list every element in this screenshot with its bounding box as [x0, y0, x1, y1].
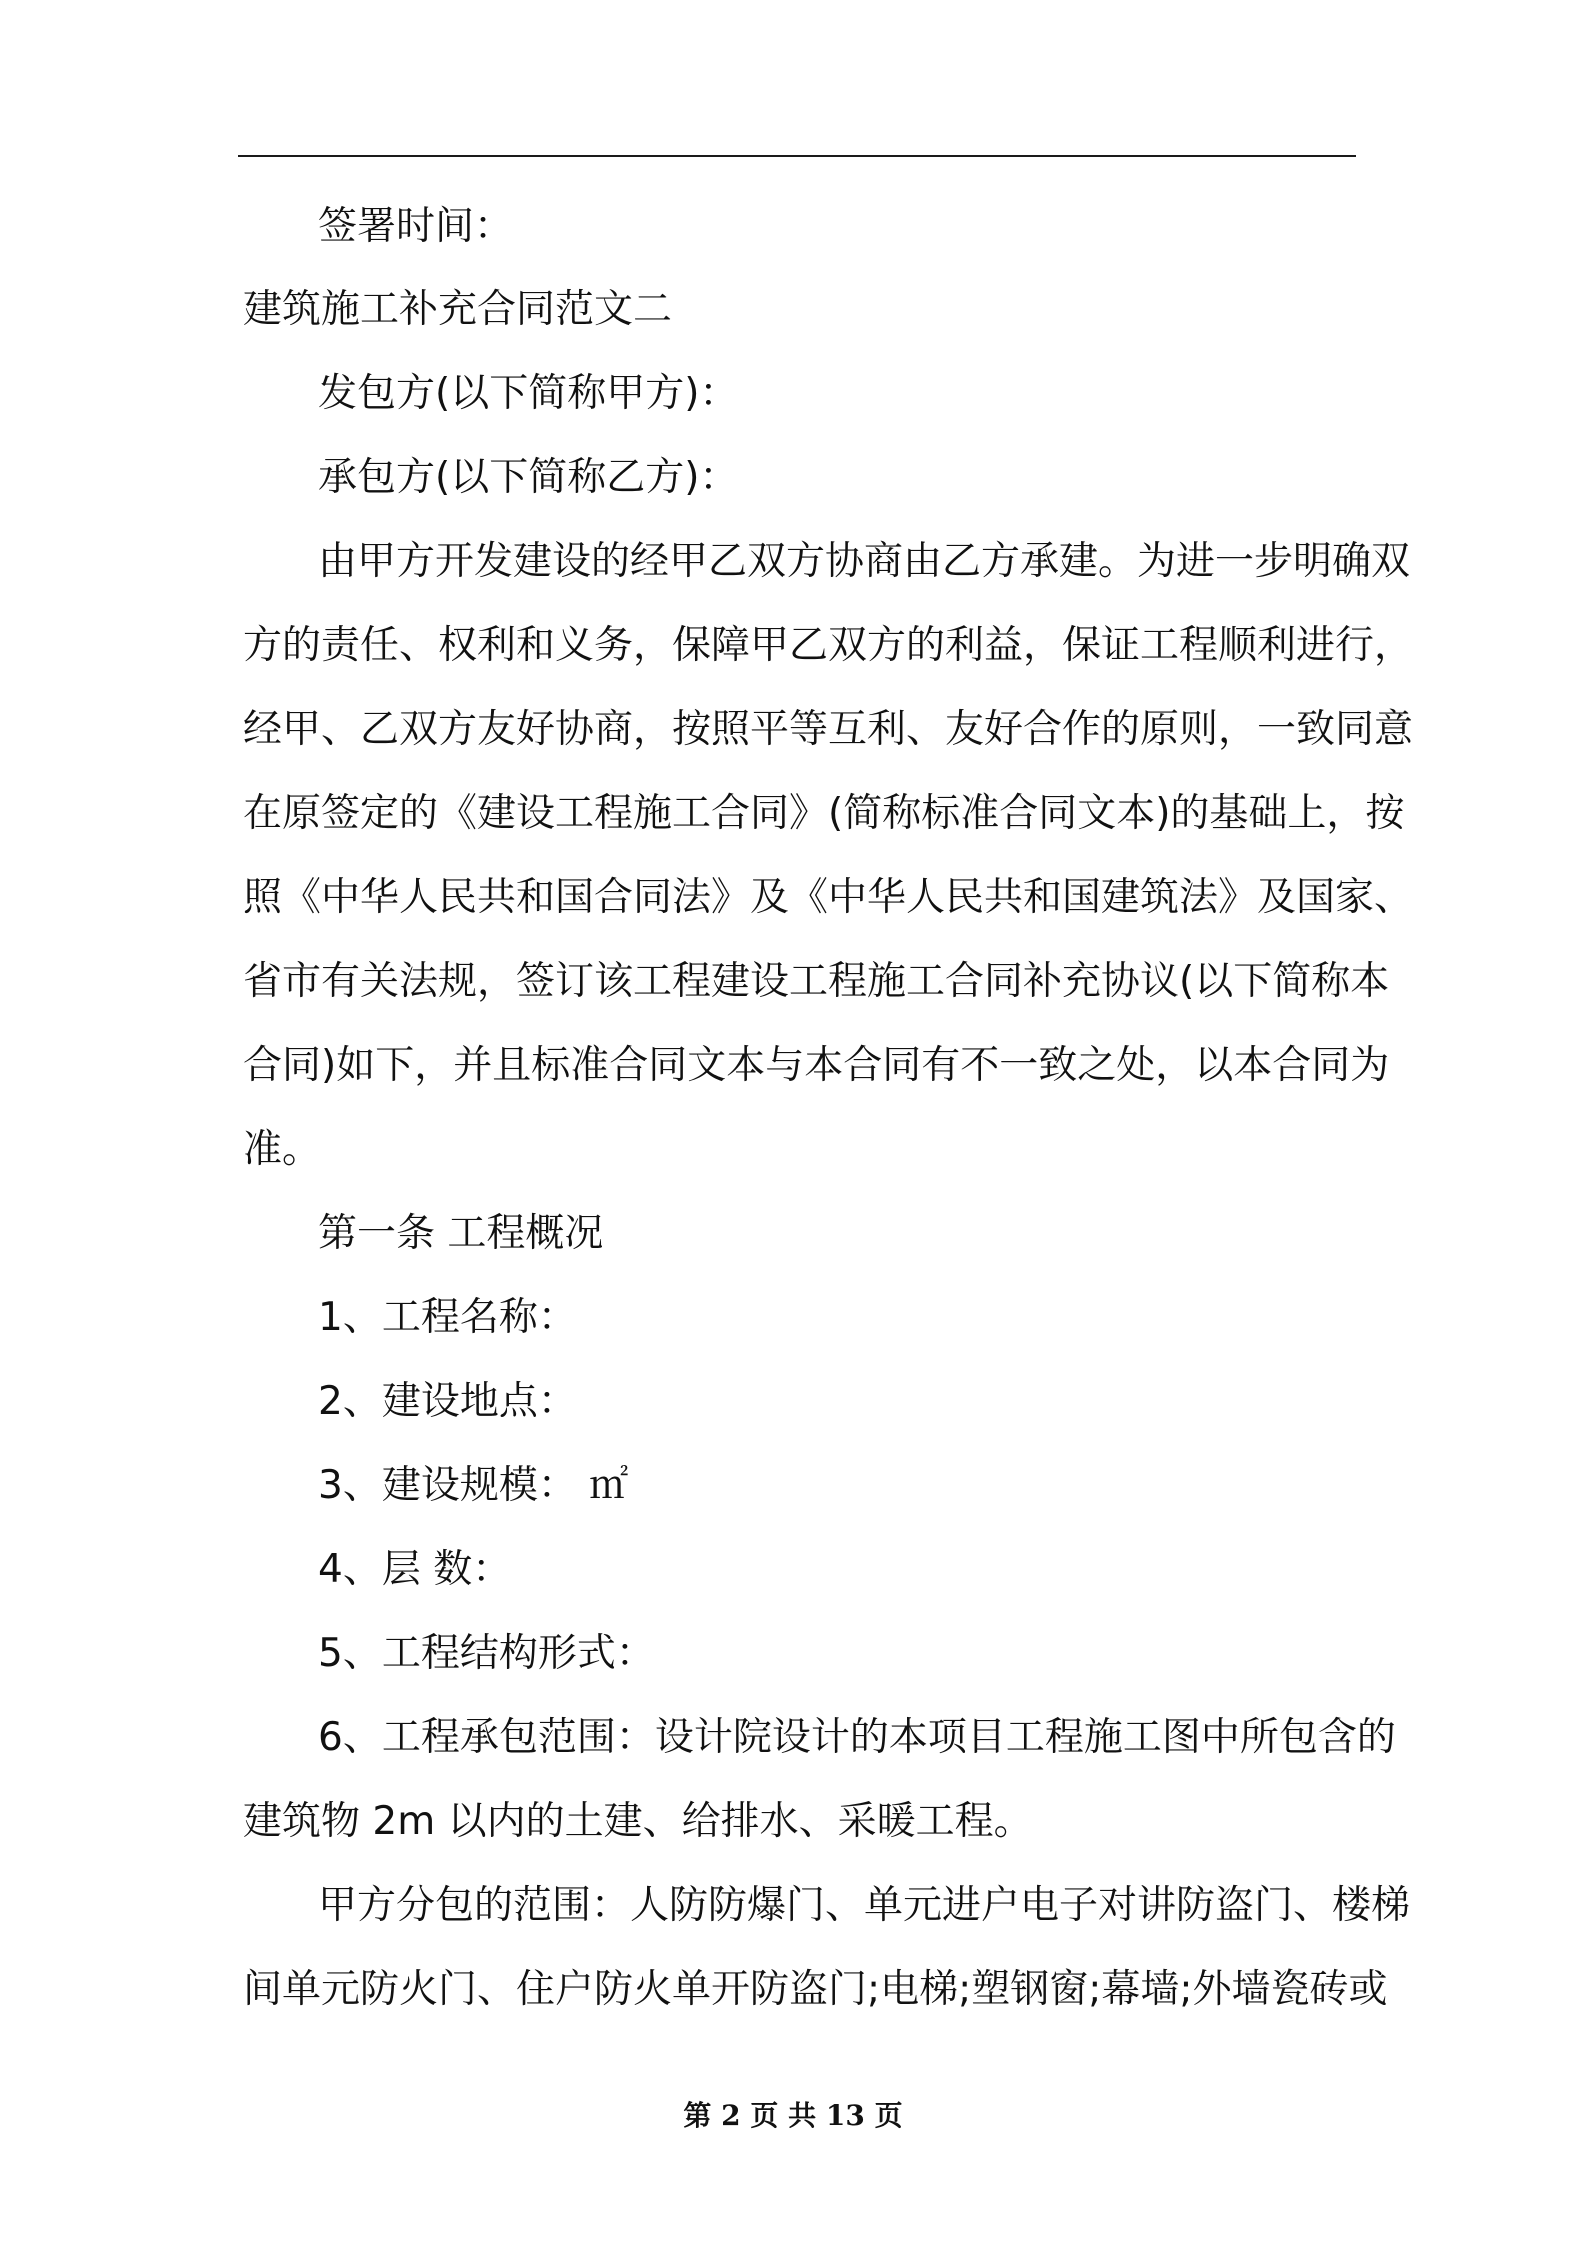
list-item: 1、工程名称： [318, 1295, 577, 1340]
paragraph-line: 甲方分包的范围：人防防爆门、单元进户电子对讲防盗门、楼梯 [318, 1883, 1411, 1928]
list-item: 2、建设地点： [318, 1379, 577, 1424]
paragraph-line: 由甲方开发建设的经甲乙双方协商由乙方承建。为进一步明确双 [318, 539, 1411, 584]
article-heading: 第一条 工程概况 [318, 1211, 604, 1256]
paragraph-line: 合同)如下，并且标准合同文本与本合同有不一致之处，以本合同为 [243, 1043, 1390, 1088]
page-number-footer: 第 2 页 共 13 页 [683, 2099, 903, 2132]
list-item: 5、工程结构形式： [318, 1631, 655, 1676]
list-item: 6、工程承包范围：设计院设计的本项目工程施工图中所包含的 [318, 1715, 1396, 1760]
paragraph-line: 照《中华人民共和国合同法》及《中华人民共和国建筑法》及国家、 [243, 875, 1414, 920]
paragraph-line: 在原签定的《建设工程施工合同》(简称标准合同文本)的基础上，按 [243, 791, 1405, 836]
list-item: 4、层 数： [318, 1547, 512, 1592]
paragraph-line: 省市有关法规，签订该工程建设工程施工合同补充协议(以下简称本 [243, 959, 1390, 1004]
paragraph-line: 准。 [243, 1127, 322, 1172]
paragraph-line: 间单元防火门、住户防火单开防盗门;电梯;塑钢窗;幕墙;外墙瓷砖或 [243, 1967, 1388, 2012]
party-b-line: 承包方(以下简称乙方)： [318, 455, 739, 500]
signing-time-line: 签署时间： [318, 204, 514, 249]
list-item: 3、建设规模： ㎡ [318, 1463, 629, 1508]
paragraph-line: 方的责任、权利和义务，保障甲乙双方的利益，保证工程顺利进行， [243, 623, 1414, 668]
paragraph-line: 经甲、乙双方友好协商，按照平等互利、友好合作的原则，一致同意 [243, 707, 1414, 752]
header-rule [238, 155, 1356, 157]
section-title: 建筑施工补充合同范文二 [243, 287, 673, 332]
party-a-line: 发包方(以下简称甲方)： [318, 371, 739, 416]
list-item-continuation: 建筑物 2m 以内的土建、给排水、采暖工程。 [243, 1799, 1033, 1844]
